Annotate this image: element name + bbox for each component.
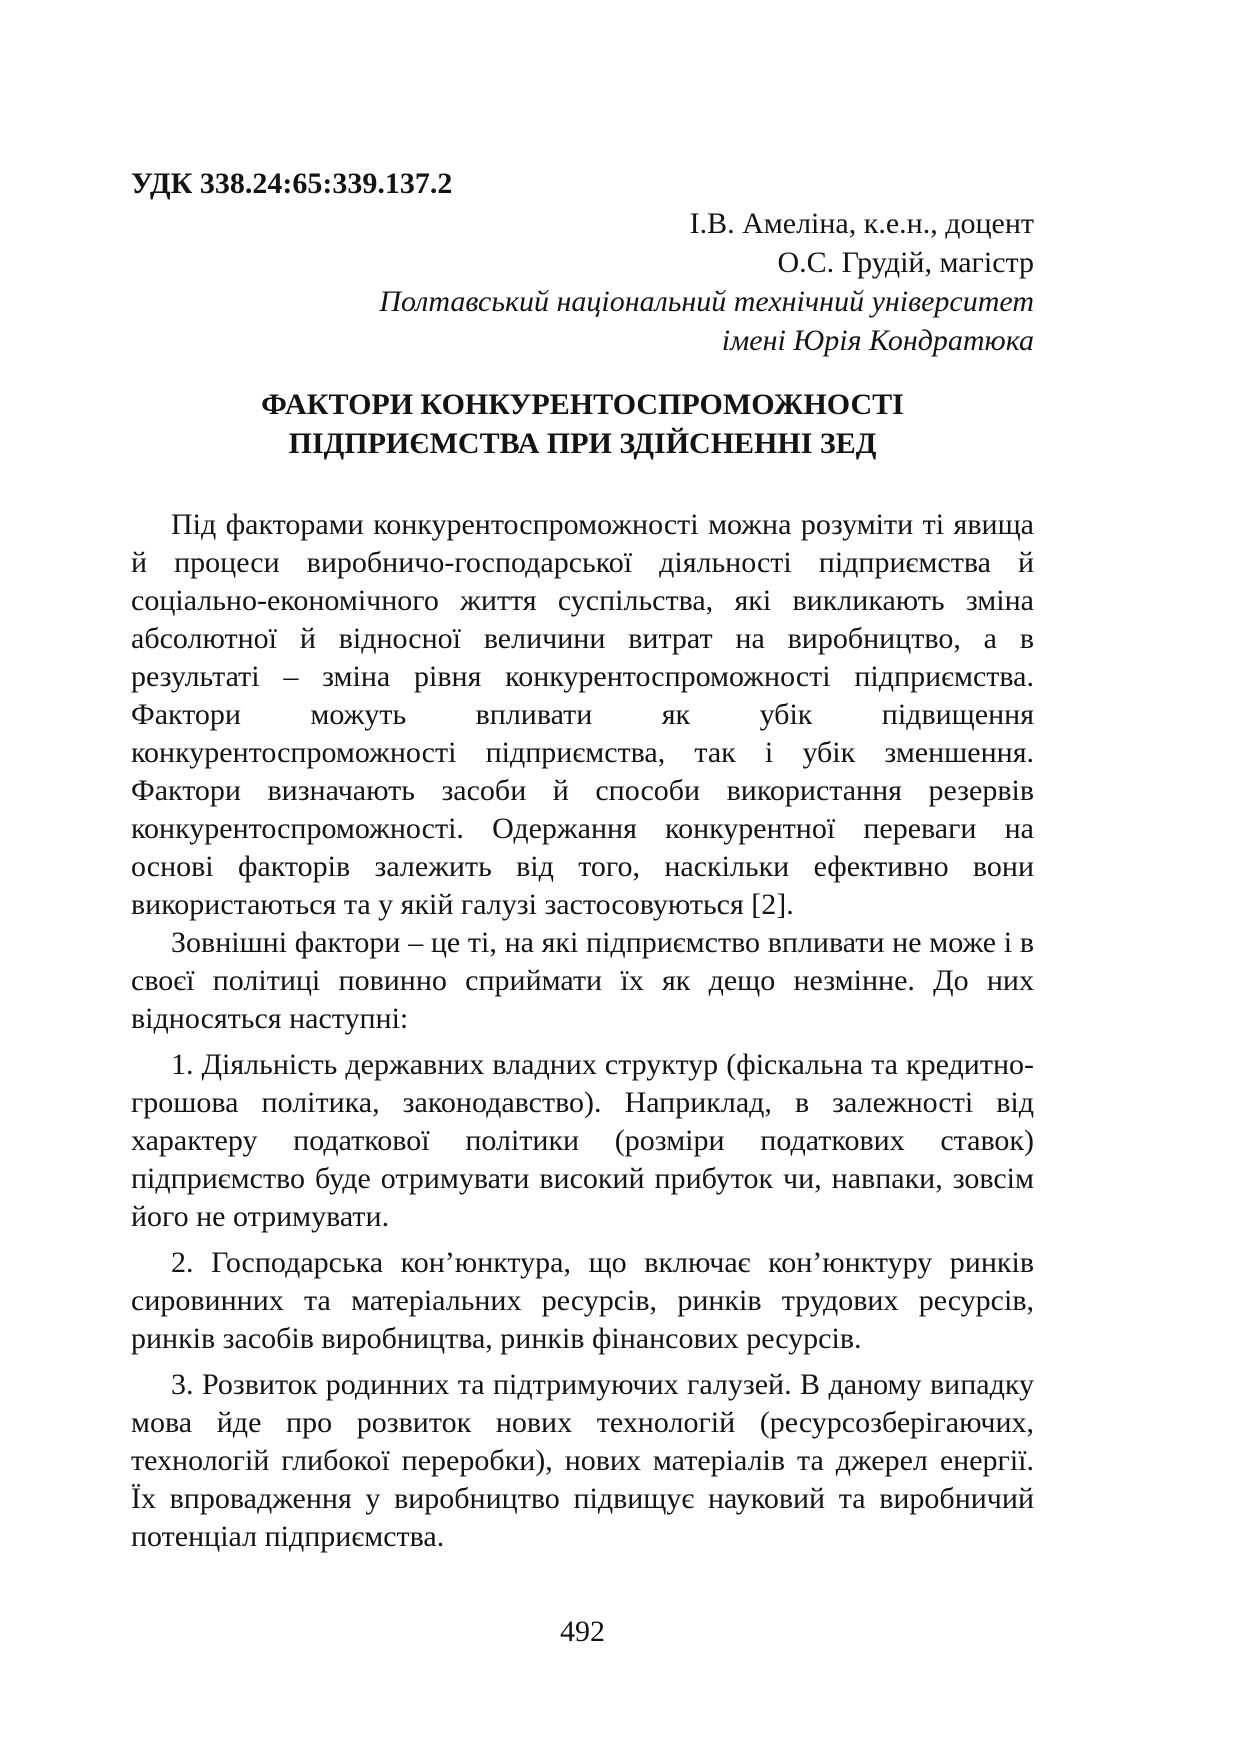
article-body <box>131 506 1034 1556</box>
affiliation-line-1: Полтавський національний технічний університет <box>379 285 1034 318</box>
udk-code: УДК 338.24:65:339.137.2 <box>131 167 453 200</box>
author-2: О.С. Грудій, магістр <box>777 246 1034 279</box>
paragraph-intro: Під факторами конкурентоспроможності можна розуміти ті явища й процеси виробничо-господарської діяльності підприємства й соціально-економічного життя суспільства, які викликають зміна абсолютної й відносної величини витрат на виробництво, а в результаті – зміна рівня конкурентоспроможності підприємства. Фактори можуть впливати як убік підвищення конкурентоспроможності підприємства, так і убік зменшення. Фактори визначають засоби й способи використання резервів конкурентоспроможності. Одержання конкурентної переваги на основі факторів залежить від того, наскільки ефективно вони використаються та у якій галузі застосовуються [2]. <box>131 508 1034 921</box>
list-item-2: 2. Господарська кон’юнктура, що включає кон’юнктуру ринків сировинних та матеріальних ресурсів, ринків трудових ресурсів, ринків засобів виробництва, ринків фінансових ресурсів. <box>131 1246 1034 1355</box>
author-block <box>234 204 1034 360</box>
title-line-2: ПІДПРИЄМСТВА ПРИ ЗДІЙСНЕННІ ЗЕД <box>288 427 877 460</box>
affiliation-line-2: імені Юрія Кондратюка <box>721 324 1034 357</box>
title-line-1: ФАКТОРИ КОНКУРЕНТОСПРОМОЖНОСТІ <box>261 388 904 421</box>
paragraph-external-factors: Зовнішні фактори – це ті, на які підприємство впливати не може і в своєї політиці повинно сприймати їх як дещо незмінне. До них відносяться наступні: <box>131 926 1034 1035</box>
page-number: 492 <box>560 1615 605 1648</box>
author-1: І.В. Амеліна, к.е.н., доцент <box>689 207 1034 240</box>
list-item-1: 1. Діяльність державних владних структур (фіскальна та кредитно-грошова політика, законодавство). Наприклад, в залежності від характеру податкової політики (розміри податкових ставок) підприємство буде отримувати високий прибуток чи, навпаки, зовсім його не отримувати. <box>131 1048 1034 1233</box>
article-title <box>131 385 1034 463</box>
list-item-3: 3. Розвиток родинних та підтримуючих галузей. В даному випадку мова йде про розвиток нових технологій (ресурсозберігаючих, технологій глибокої переробки), нових матеріалів та джерел енергії. Їх впровадження у виробництво підвищує науковий та виробничий потенціал підприємства. <box>131 1368 1034 1553</box>
